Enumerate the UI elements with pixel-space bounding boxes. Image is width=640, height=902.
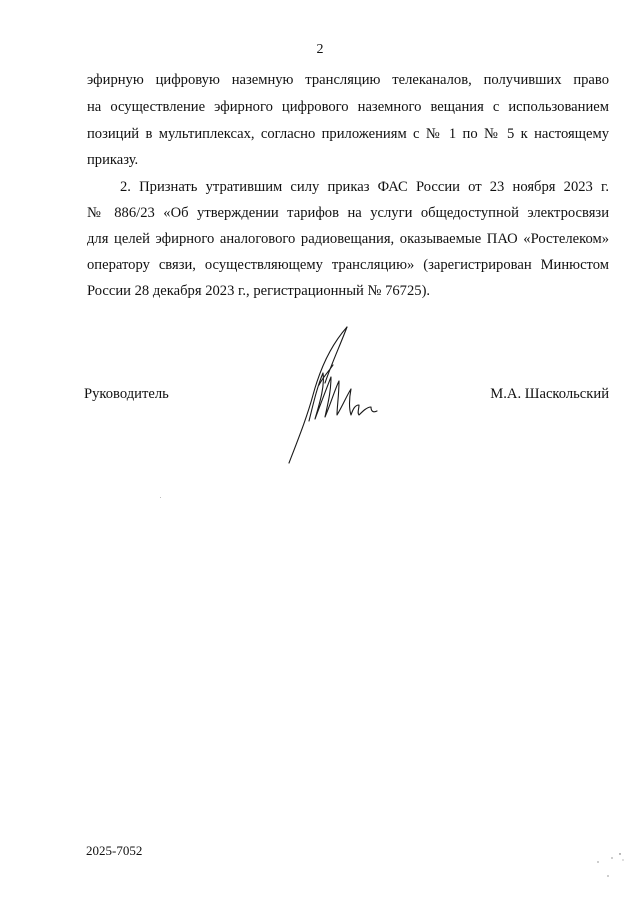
page-number: 2: [316, 42, 324, 57]
body-line-8: оператору связи, осуществляющему трансляцию» (зарегистрирован Минюстом: [87, 257, 609, 273]
scan-speck: [160, 497, 161, 498]
body-line-5: 2. Признать утратившим силу приказ ФАС России от 23 ноября 2023 г.: [120, 179, 609, 195]
body-line-3: позиций в мультиплексах, согласно приложениям с № 1 по № 5 к настоящему: [87, 126, 609, 142]
body-line-7: для целей эфирного аналогового радиовещания, оказываемые ПАО «Ростелеком»: [87, 231, 609, 247]
body-line-2: на осуществление эфирного цифрового наземного вещания с использованием: [87, 99, 609, 115]
scan-artifacts: [590, 850, 630, 880]
body-line-6: № 886/23 «Об утверждении тарифов на услуги общедоступной электросвязи: [87, 205, 609, 221]
signatory-position: Руководитель: [84, 386, 169, 402]
signatory-name: М.А. Шаскольский: [490, 386, 609, 402]
body-line-1: эфирную цифровую наземную трансляцию телеканалов, получивших право: [87, 72, 609, 88]
document-code: 2025-7052: [86, 843, 143, 858]
body-line-9: России 28 декабря 2023 г., регистрационный № 76725).: [87, 283, 431, 299]
body-line-4: приказу.: [87, 152, 139, 168]
handwritten-signature: [285, 325, 380, 465]
